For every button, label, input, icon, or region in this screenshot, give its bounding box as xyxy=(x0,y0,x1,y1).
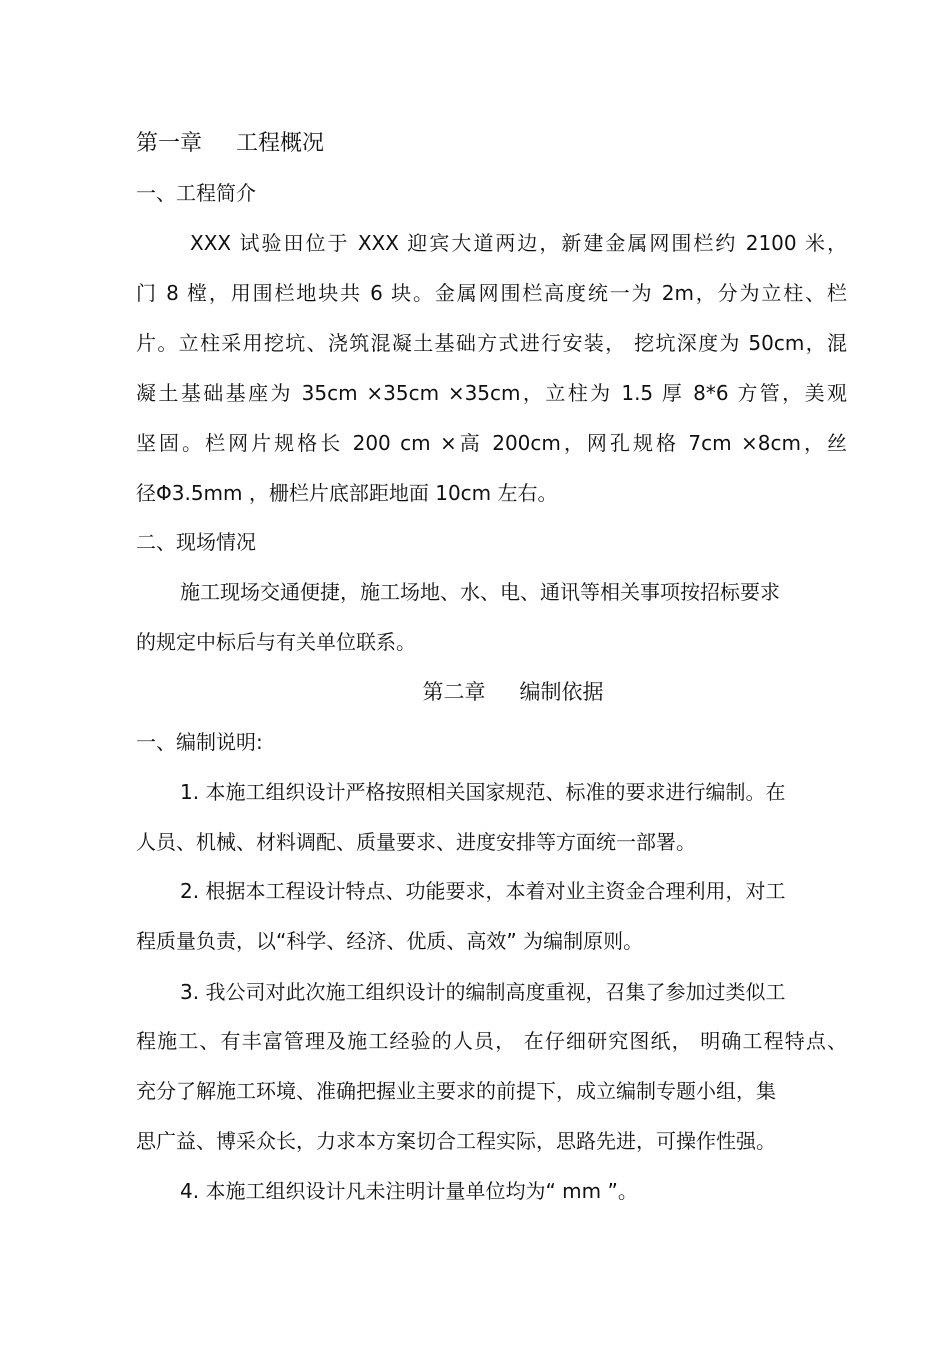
paragraph-line: 径Φ3.5mm ，栅栏片底部距地面 10cm 左右。 xyxy=(136,481,558,505)
chapter-1-name: 工程概况 xyxy=(236,131,325,156)
chapter-2-name: 编制依据 xyxy=(519,680,604,704)
paragraph-line: 施工现场交通便捷，施工场地、水、电、通讯等相关事项按招标要求 xyxy=(180,580,780,604)
chapter-1-number: 第一章 xyxy=(136,131,203,156)
paragraph-line: 人员、机械、材料调配、质量要求、进度安排等方面统一部署。 xyxy=(136,830,696,854)
paragraph-line: 1. 本施工组织设计严格按照相关国家规范、标准的要求进行编制。在 xyxy=(180,780,786,804)
section-heading-site-conditions: 二、现场情况 xyxy=(136,530,256,554)
paragraph-line: 3. 我公司对此次施工组织设计的编制高度重视，召集了参加过类似工 xyxy=(180,980,786,1004)
paragraph-line: 4. 本施工组织设计凡未注明计量单位均为“ mm ”。 xyxy=(180,1179,638,1203)
chapter-1-title xyxy=(136,130,324,158)
paragraph-line: XXX 试验田位于 XXX 迎宾大道两边，新建金属网围栏约 2100 米， xyxy=(190,231,847,255)
paragraph-line: 思广益、博采众长，力求本方案切合工程实际，思路先进，可操作性强。 xyxy=(136,1129,776,1153)
paragraph-line: 凝土基础基座为 35cm ×35cm ×35cm，立柱为 1.5 厚 8*6 方管，美观 xyxy=(136,381,847,405)
chapter-2-title xyxy=(0,678,950,706)
paragraph-line: 坚固。栏网片规格长 200 cm ×高 200cm，网孔规格 7cm ×8cm，丝 xyxy=(136,431,847,455)
paragraph-line: 片。立柱采用挖坑、浇筑混凝土基础方式进行安装， 挖坑深度为 50cm，混 xyxy=(136,331,847,355)
paragraph-line: 程质量负责，以“科学、经济、优质、高效” 为编制原则。 xyxy=(136,929,644,953)
paragraph-line: 程施工、有丰富管理及施工经验的人员， 在仔细研究图纸， 明确工程特点、 xyxy=(136,1029,847,1053)
paragraph-line: 2. 根据本工程设计特点、功能要求，本着对业主资金合理利用，对工 xyxy=(180,879,786,903)
section-heading-compilation-notes: 一、编制说明: xyxy=(136,730,263,754)
paragraph-line: 充分了解施工环境、准确把握业主要求的前提下，成立编制专题小组，集 xyxy=(136,1079,776,1103)
section-heading-project-intro: 一、工程简介 xyxy=(136,181,256,205)
paragraph-line: 的规定中标后与有关单位联系。 xyxy=(136,630,416,654)
paragraph-line: 门 8 樘，用围栏地块共 6 块。金属网围栏高度统一为 2m，分为立柱、栏 xyxy=(136,281,847,305)
chapter-2-number: 第二章 xyxy=(422,680,486,704)
